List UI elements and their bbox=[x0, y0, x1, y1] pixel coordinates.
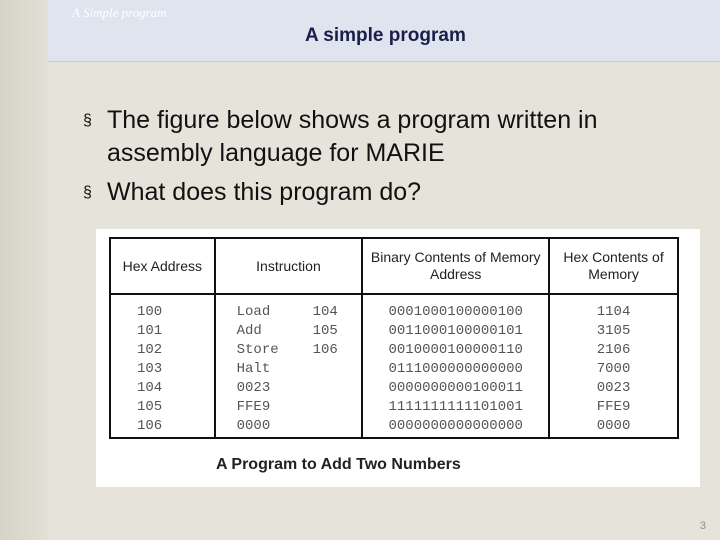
address-cell: 106 bbox=[137, 418, 163, 434]
binary-cell: 0000000000100011 bbox=[388, 380, 523, 396]
binary-cell: 0010000100000110 bbox=[388, 342, 523, 358]
instruction-op: Load bbox=[236, 304, 271, 320]
header-instruction: Instruction bbox=[215, 238, 363, 294]
address-cell: 101 bbox=[137, 323, 163, 339]
hex-cell: 2106 bbox=[596, 342, 631, 358]
address-cell: 104 bbox=[137, 380, 163, 396]
binary-cell: 1111111111101001 bbox=[388, 399, 523, 415]
bullet-marker: § bbox=[83, 112, 92, 129]
bullet-text: What does this program do? bbox=[107, 178, 422, 206]
figure-caption: A Program to Add Two Numbers bbox=[216, 456, 461, 473]
instruction-operand: 106 bbox=[312, 342, 338, 358]
instruction-cell bbox=[217, 322, 361, 341]
instruction-op: Store bbox=[236, 342, 279, 358]
instruction-operand: 105 bbox=[312, 323, 338, 339]
bullet-item bbox=[80, 104, 710, 170]
instruction-cell bbox=[217, 417, 361, 436]
binary-cell: 0001000100000100 bbox=[388, 304, 523, 320]
instruction-op: 0000 bbox=[236, 418, 271, 434]
page-number: 3 bbox=[699, 520, 706, 532]
instruction-op: FFE9 bbox=[236, 399, 271, 415]
address-cell: 105 bbox=[137, 399, 163, 415]
table-body-row bbox=[110, 294, 678, 438]
table-header-row bbox=[110, 238, 678, 294]
instruction-column bbox=[215, 294, 363, 438]
program-table bbox=[109, 237, 679, 439]
instruction-cell bbox=[217, 398, 361, 417]
instruction-cell bbox=[217, 303, 361, 322]
address-cell: 102 bbox=[137, 342, 163, 358]
bullet-text: The figure below shows a program written in assembly language for MARIE bbox=[107, 106, 598, 167]
binary-cell: 0000000000000000 bbox=[388, 418, 523, 434]
instruction-cell bbox=[217, 341, 361, 360]
address-cell: 100 bbox=[137, 304, 163, 320]
hex-cell: 7000 bbox=[596, 361, 631, 377]
hex-cell: FFE9 bbox=[596, 399, 631, 415]
binary-cell: 0111000000000000 bbox=[388, 361, 523, 377]
hex-cell: 1104 bbox=[596, 304, 631, 320]
bullet-list bbox=[80, 104, 710, 215]
binary-column bbox=[362, 294, 549, 438]
instruction-op: 0023 bbox=[236, 380, 271, 396]
bullet-marker: § bbox=[83, 184, 92, 201]
hex-column bbox=[549, 294, 678, 438]
instruction-op: Add bbox=[236, 323, 262, 339]
slide-title: A simple program bbox=[305, 25, 466, 46]
instruction-cell bbox=[217, 360, 361, 379]
address-column bbox=[110, 294, 215, 438]
header-hex-contents: Hex Contents of Memory bbox=[549, 238, 678, 294]
address-cell: 103 bbox=[137, 361, 163, 377]
left-band bbox=[0, 0, 48, 540]
hex-cell: 0023 bbox=[596, 380, 631, 396]
instruction-cell bbox=[217, 379, 361, 398]
hex-cell: 0000 bbox=[596, 418, 631, 434]
bullet-item bbox=[80, 176, 710, 209]
header-hex-address: Hex Address bbox=[110, 238, 215, 294]
hex-cell: 3105 bbox=[596, 323, 631, 339]
binary-cell: 0011000100000101 bbox=[388, 323, 523, 339]
program-figure bbox=[96, 229, 700, 487]
header-binary-contents: Binary Contents of Memory Address bbox=[362, 238, 549, 294]
instruction-op: Halt bbox=[236, 361, 271, 377]
instruction-operand: 104 bbox=[312, 304, 338, 320]
header-small-title: A Simple program bbox=[72, 5, 167, 20]
